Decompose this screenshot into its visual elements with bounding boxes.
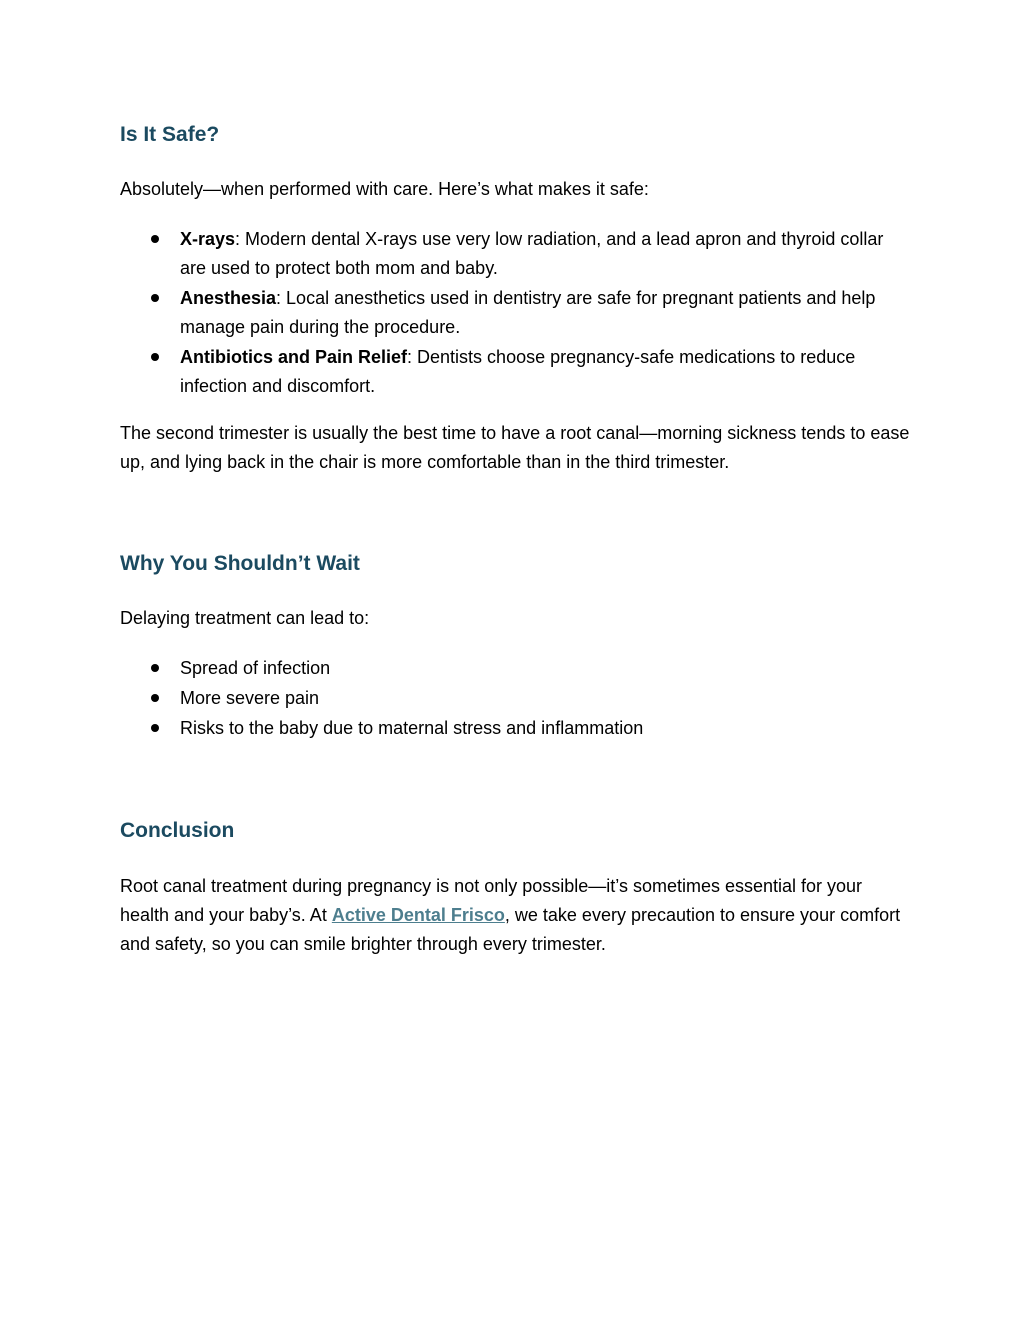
bullet-icon (151, 353, 159, 361)
list-item-xrays (120, 225, 910, 283)
conclusion-text-after: , we take every precaution to ensure your comfort and safety, so you can smile brighter through every trimester. (120, 905, 901, 954)
safe-intro: Absolutely—when performed with care. Here’s what makes it safe: (120, 179, 649, 199)
list-item-anesthesia (120, 284, 910, 342)
bullet-icon (151, 694, 159, 702)
list-item-text: More severe pain (180, 688, 320, 708)
list-item (120, 684, 910, 713)
conclusion-text (120, 872, 910, 959)
bullet-icon (151, 664, 159, 672)
heading-conclusion: Conclusion (120, 819, 235, 842)
list-item-antibiotics (120, 343, 910, 401)
bullet-icon (151, 294, 159, 302)
conclusion-text-before: Root canal treatment during pregnancy is not only possible—it’s sometimes essential for your health and your baby’s. At (120, 876, 863, 925)
bullet-icon (151, 724, 159, 732)
term-anesthesia: Anesthesia (180, 288, 277, 308)
wait-intro: Delaying treatment can lead to: (120, 608, 370, 628)
list-item (120, 654, 910, 683)
list-item-text: Risks to the baby due to maternal stress and inflammation (180, 718, 644, 738)
heading-is-it-safe: Is It Safe? (120, 123, 220, 146)
term-antibiotics: Antibiotics and Pain Relief (180, 347, 408, 367)
desc-xrays: : Modern dental X-rays use very low radiation, and a lead apron and thyroid collar are used to protect both mom and baby. (180, 229, 884, 278)
safe-closing: The second trimester is usually the best time to have a root canal—morning sickness tends to ease up, and lying back in the chair is more comfortable than in the third trimester. (120, 423, 910, 472)
heading-why-wait: Why You Shouldn’t Wait (120, 552, 360, 575)
wait-list (120, 654, 910, 743)
safe-list (120, 225, 910, 402)
bullet-icon (151, 235, 159, 243)
desc-anesthesia: : Local anesthetics used in dentistry are safe for pregnant patients and help manage pain during the procedure. (180, 288, 876, 337)
active-dental-frisco-link[interactable]: Active Dental Frisco (331, 905, 505, 925)
desc-antibiotics: : Dentists choose pregnancy-safe medications to reduce infection and discomfort. (180, 347, 856, 396)
term-xrays: X-rays (180, 229, 236, 249)
list-item-text: Spread of infection (180, 658, 331, 678)
list-item (120, 714, 910, 743)
